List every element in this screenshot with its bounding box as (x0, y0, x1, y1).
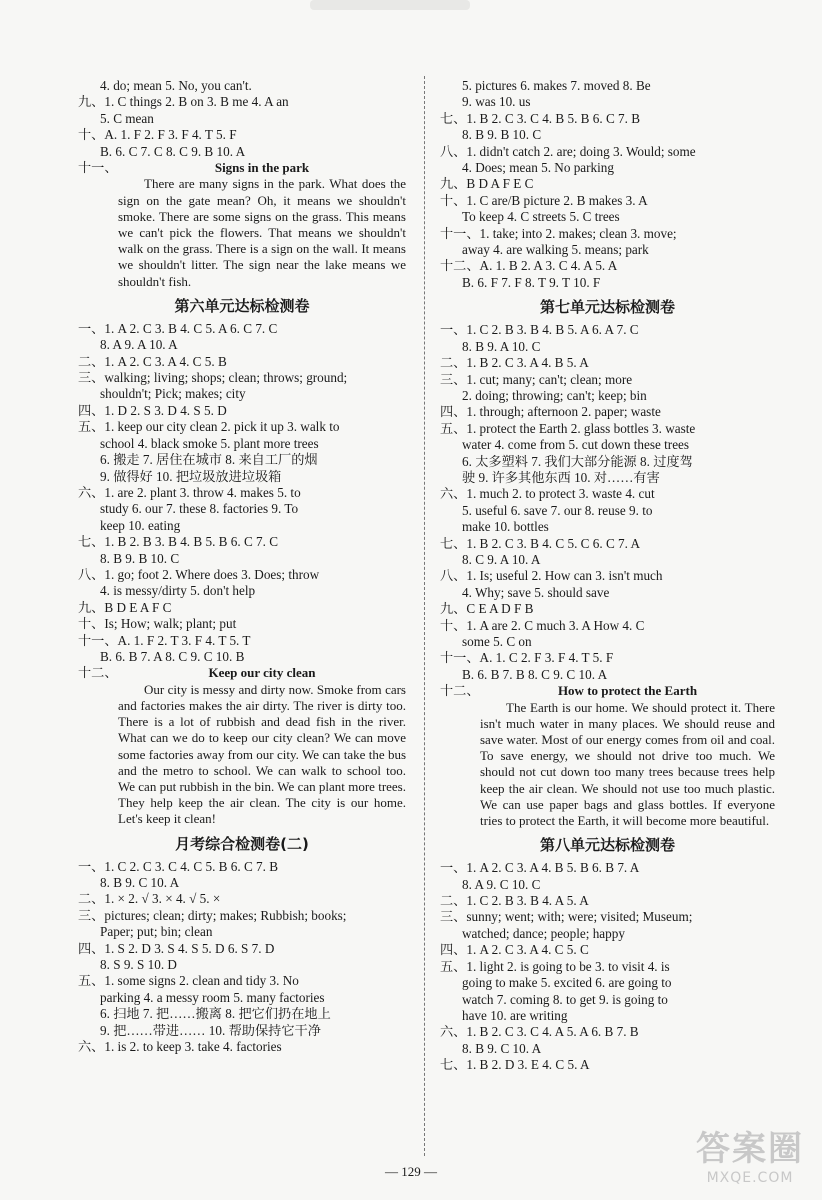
answer-line: 4. Does; mean 5. No parking (462, 160, 614, 176)
answer-line: 一、1. C 2. B 3. B 4. B 5. A 6. A 7. C (440, 322, 639, 338)
answer-line: 二、1. C 2. B 3. B 4. A 5. A (440, 893, 589, 909)
answer-line: B. 6. F 7. F 8. T 9. T 10. F (462, 274, 601, 290)
answer-line: 八、1. go; foot 2. Where does 3. Does; throw (78, 566, 320, 582)
answer-line: 一、1. A 2. C 3. B 4. C 5. A 6. C 7. C (78, 320, 278, 336)
answer-line: 8. B 9. C 10. A (100, 875, 180, 891)
question-label: 十二、 (440, 683, 480, 699)
answer-line: B. 6. B 7. A 8. C 9. C 10. B (100, 648, 245, 664)
answer-line: 三、walking; living; shops; clean; throws; ground; (78, 370, 348, 386)
answer-line: school 4. black smoke 5. plant more trees (100, 435, 319, 451)
answer-line: keep 10. eating (100, 517, 181, 533)
answer-line: 四、1. through; afternoon 2. paper; waste (440, 404, 661, 420)
answer-line: Paper; put; bin; clean (100, 924, 213, 940)
answer-line: 三、sunny; went; with; were; visited; Museum; (440, 909, 693, 925)
answer-line: 6. 太多塑料 7. 我们大部分能源 8. 过度驾 (462, 453, 693, 469)
answer-line: 十一、1. take; into 2. makes; clean 3. move; (440, 225, 677, 241)
answer-line: 8. B 9. A 10. C (462, 338, 541, 354)
column-divider (424, 76, 425, 1156)
answer-line: 三、1. cut; many; can't; clean; more (440, 371, 633, 387)
answer-line: 九、1. C things 2. B on 3. B me 4. A an (78, 94, 289, 110)
answer-line: 六、1. are 2. plant 3. throw 4. makes 5. to (78, 484, 301, 500)
answer-line: 4. is messy/dirty 5. don't help (100, 583, 256, 599)
answer-line: watched; dance; people; happy (462, 925, 625, 941)
answer-line: 9. was 10. us (462, 94, 531, 110)
watermark-title: 答案圈 (696, 1129, 804, 1169)
essay-text: Our city is messy and dirty now. Smoke from cars and factories makes the air dirty. The river is dirty too. There is a lot of rubbish and dead fish in the river. What can we do to keep our city clean? We can move some factories away from our city. We can take the bus and the metro to school. We can walk to school too. We can put rubbish in the bin. We can plant more trees. They help keep the air clean. The city is our home. Let's keep it clean! (118, 681, 406, 827)
answer-line: B. 6. B 7. B 8. C 9. C 10. A (462, 666, 608, 682)
answer-line: 八、1. didn't catch 2. are; doing 3. Would; some (440, 143, 696, 159)
answer-line: 十二、A. 1. B 2. A 3. C 4. A 5. A (440, 258, 618, 274)
answer-line: 6. 扫地 7. 把……搬离 8. 把它们扔在地上 (100, 1006, 331, 1022)
answer-line: B. 6. C 7. C 8. C 9. B 10. A (100, 143, 246, 159)
watermark-url: MXQE.COM (706, 1170, 794, 1186)
answer-line: 十、Is; How; walk; plant; put (78, 616, 237, 632)
answer-line: 8. C 9. A 10. A (462, 551, 541, 567)
answer-line: 5. pictures 6. makes 7. moved 8. Be (462, 78, 651, 93)
answer-line: 9. 把……带进…… 10. 帮助保持它干净 (100, 1022, 321, 1038)
answer-line: 五、1. protect the Earth 2. glass bottles 3. waste (440, 420, 696, 436)
answer-line: going to make 5. excited 6. are going to (462, 975, 672, 991)
answer-line: study 6. our 7. these 8. factories 9. To (100, 501, 299, 517)
answer-line: 2. doing; throwing; can't; keep; bin (462, 387, 647, 403)
question-label: 十二、 (78, 665, 118, 681)
answer-line: 七、1. B 2. D 3. E 4. C 5. A (440, 1057, 590, 1073)
section-title: 第七单元达标检测卷 (539, 298, 675, 317)
answer-line: parking 4. a messy room 5. many factories (100, 989, 325, 1005)
answer-line: water 4. come from 5. cut down these trees (462, 437, 690, 453)
section-title: 第八单元达标检测卷 (539, 836, 675, 855)
answer-line: 8. A 9. A 10. A (100, 337, 178, 353)
answer-line: 驶 9. 许多其他东西 10. 对……有害 (462, 469, 660, 485)
watermark-logo (696, 1121, 804, 1186)
answer-line: 十、A. 1. F 2. F 3. F 4. T 5. F (78, 127, 237, 143)
answer-line: 4. do; mean 5. No, you can't. (100, 78, 252, 93)
answer-line: 6. 搬走 7. 居住在城市 8. 来自工厂的烟 (100, 452, 318, 468)
answer-line: 8. B 9. B 10. C (462, 127, 542, 143)
right-column (440, 78, 775, 1074)
essay-block (78, 665, 406, 827)
answer-line: 九、B D E A F C (78, 599, 172, 615)
answer-line: 5. C mean (100, 110, 154, 126)
answer-line: 七、1. B 2. B 3. B 4. B 5. B 6. C 7. C (78, 534, 279, 550)
answer-line: 8. B 9. B 10. C (100, 550, 180, 566)
answer-line: 5. useful 6. save 7. our 8. reuse 9. to (462, 502, 653, 518)
answer-line: 二、1. B 2. C 3. A 4. B 5. A (440, 355, 589, 371)
answer-line: 七、1. B 2. C 3. B 4. C 5. C 6. C 7. A (440, 535, 641, 551)
essay-block (78, 160, 406, 290)
essay-title: Signs in the park (214, 160, 310, 176)
answer-line: 六、1. B 2. C 3. C 4. A 5. A 6. B 7. B (440, 1024, 639, 1040)
answer-line: shouldn't; Pick; makes; city (100, 386, 246, 402)
essay-text: There are many signs in the park. What does the sign on the gate mean? Oh, it means we shouldn't smoke. There are some signs on the grass. This means we can't pick the flowers. That means we shouldn't walk on the grass. There is a sign on the wall. It means we shouldn't litter. The sign near the lake means we shouldn't fish. (118, 176, 406, 289)
answer-line: 六、1. much 2. to protect 3. waste 4. cut (440, 486, 655, 502)
answer-line: 八、1. Is; useful 2. How can 3. isn't much (440, 568, 663, 584)
scan-blot (310, 0, 470, 10)
answer-line: 8. B 9. C 10. A (462, 1040, 542, 1056)
answer-line: To keep 4. C streets 5. C trees (462, 209, 620, 225)
answer-line: 五、1. keep our city clean 2. pick it up 3. walk to (78, 419, 340, 435)
answer-line: 十、1. A are 2. C much 3. A How 4. C (440, 617, 645, 633)
question-label: 十一、 (78, 160, 118, 176)
answer-line: 四、1. S 2. D 3. S 4. S 5. D 6. S 7. D (78, 940, 275, 956)
answer-line: 一、1. C 2. C 3. C 4. C 5. B 6. C 7. B (78, 858, 279, 874)
answer-line: 9. 做得好 10. 把垃圾放进垃圾箱 (100, 468, 282, 484)
answer-line: watch 7. coming 8. to get 9. is going to (462, 991, 668, 1007)
answer-line: 二、1. × 2. √ 3. × 4. √ 5. × (78, 891, 221, 907)
answer-line: 五、1. light 2. is going to be 3. to visit 4. is (440, 958, 670, 974)
essay-title: How to protect the Earth (557, 683, 698, 699)
answer-line: 九、B D A F E C (440, 176, 534, 192)
answer-line: 五、1. some signs 2. clean and tidy 3. No (78, 973, 299, 989)
answer-line: 七、1. B 2. C 3. C 4. B 5. B 6. C 7. B (440, 110, 641, 126)
essay-title: Keep our city clean (208, 665, 316, 681)
left-column (78, 78, 406, 1056)
section-title: 第六单元达标检测卷 (174, 296, 310, 315)
answer-line: away 4. are walking 5. means; park (462, 242, 649, 258)
answer-line: 三、pictures; clean; dirty; makes; Rubbish; books; (78, 907, 347, 923)
section-title: 月考综合检测卷(二) (175, 834, 309, 853)
answer-line: 4. Why; save 5. should save (462, 584, 610, 600)
essay-text: The Earth is our home. We should protect it. There isn't much water in many places. We should reuse and save water. Most of our energy comes from oil and coal. To save energy, we should not drive too much. We should not cut down too many trees because trees help keep the air clean. We should not use too much plastic. We can use paper bags and glass bottles. If everyone tries to protect the Earth, it will become more beautiful. (480, 699, 775, 829)
answer-line: 一、1. A 2. C 3. A 4. B 5. B 6. B 7. A (440, 860, 640, 876)
answer-line: 8. A 9. C 10. C (462, 876, 541, 892)
essay-block (440, 683, 775, 829)
answer-line: 十一、A. 1. C 2. F 3. F 4. T 5. F (440, 650, 614, 666)
answer-line: 十、1. C are/B picture 2. B makes 3. A (440, 192, 648, 208)
page-number: — 129 — (385, 1164, 437, 1179)
answer-line: have 10. are writing (462, 1007, 568, 1023)
answer-line: some 5. C on (462, 634, 532, 649)
answer-line: 四、1. A 2. C 3. A 4. C 5. C (440, 942, 589, 958)
answer-line: 四、1. D 2. S 3. D 4. S 5. D (78, 402, 227, 418)
answer-line: 二、1. A 2. C 3. A 4. C 5. B (78, 353, 227, 369)
answer-line: 六、1. is 2. to keep 3. take 4. factories (78, 1039, 282, 1055)
answer-line: 十一、A. 1. F 2. T 3. F 4. T 5. T (78, 632, 251, 648)
answer-line: 8. S 9. S 10. D (100, 957, 177, 973)
answer-line: 九、C E A D F B (440, 601, 534, 617)
answer-line: make 10. bottles (462, 519, 549, 535)
